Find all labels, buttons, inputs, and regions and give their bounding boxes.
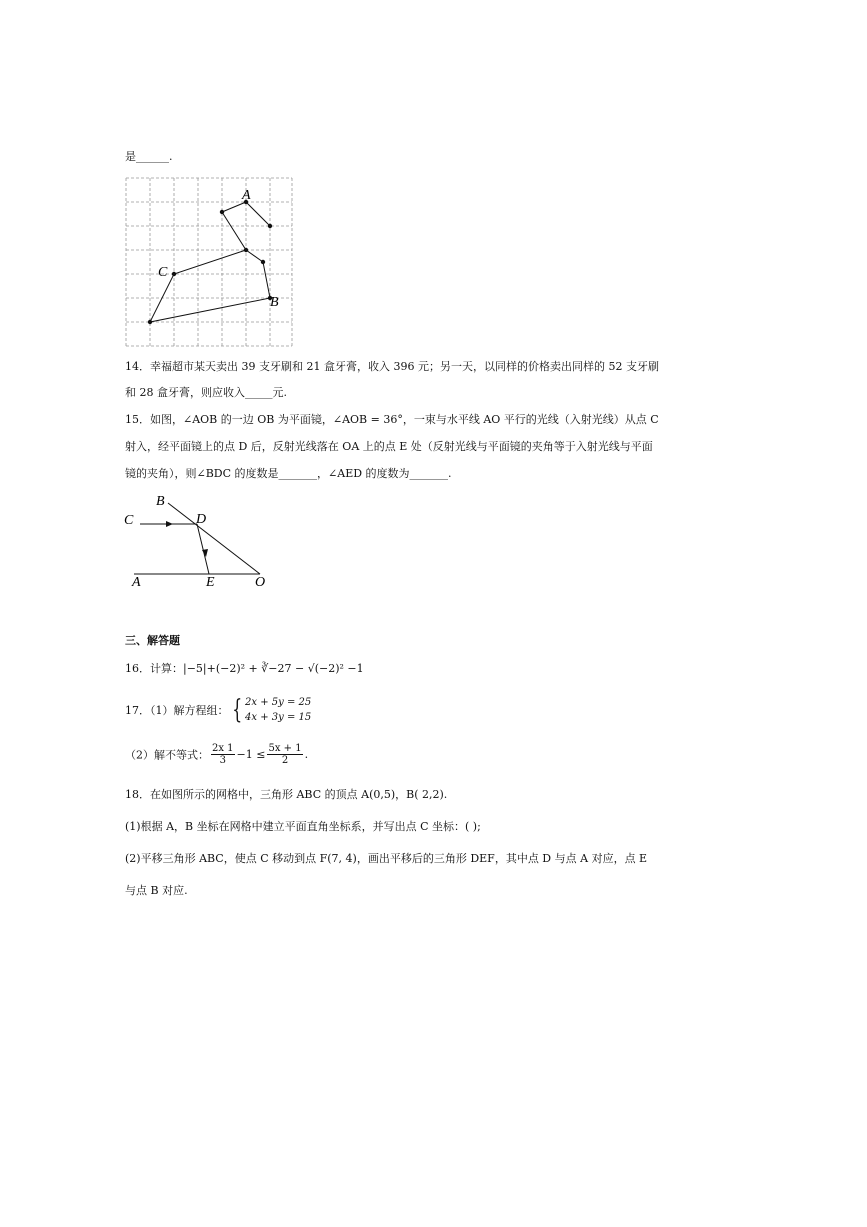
label-b: B <box>156 494 165 509</box>
question-16 <box>125 660 364 676</box>
question-16-prefix: 16．计算： <box>125 662 183 675</box>
vertex <box>244 248 248 252</box>
question-14-line1: 14．幸福超市某天卖出 39 支牙刷和 21 盒牙膏，收入 396 元；另一天，以同样的价格卖出同样的 52 支牙刷 <box>125 360 659 373</box>
question-18-line4: 与点 B 对应. <box>125 884 188 897</box>
reflected-ray <box>197 524 209 574</box>
label-c: C <box>158 265 168 280</box>
equation-1: 2x + 5y = 25 <box>245 697 312 708</box>
fraction-left-numerator: 2x 1 <box>212 743 234 754</box>
label-o: O <box>255 575 266 590</box>
question-17-part2-prefix: （2）解不等式： <box>125 748 209 762</box>
equation-system <box>245 695 311 725</box>
question-15-line2: 射入，经平面镜上的点 D 后，反射光线落在 OA 上的点 E 处（反射光线与平面镜的夹角等于入射光线与平面 <box>125 440 653 453</box>
polygon-path <box>150 202 270 322</box>
answer-blank-line: 是______. <box>125 150 173 163</box>
question-14-line2: 和 28 盒牙膏，则应收入_____元. <box>125 386 287 399</box>
inequality-middle: −1 ≤ <box>236 748 266 761</box>
question-17-part2 <box>125 743 308 766</box>
label-e: E <box>206 575 215 590</box>
question-15-line3: 镜的夹角），则∠BDC 的度数是_______，∠AED 的度数为_______. <box>125 467 452 480</box>
section-heading: 三、解答题 <box>125 634 180 647</box>
fraction-right-numerator: 5x + 1 <box>268 743 302 754</box>
grid-figure <box>120 175 300 350</box>
fraction-left <box>211 743 235 766</box>
inequality-end: . <box>304 748 309 761</box>
question-18-line3: (2)平移三角形 ABC，使点 C 移动到点 F(7, 4)，画出平移后的三角形 DEF，其中点 D 与点 A 对应，点 E <box>125 852 648 865</box>
question-15-line1: 15．如图，∠AOB 的一边 OB 为平面镜，∠AOB = 36°，一束与水平线 AO 平行的光线（入射光线）从点 C <box>125 413 659 426</box>
question-17-prefix: 17．（1）解方程组： <box>125 704 229 717</box>
vertex-c <box>172 272 176 276</box>
brace-symbol: { <box>231 695 242 725</box>
vertex <box>148 320 152 324</box>
segment-a <box>246 202 270 226</box>
vertex <box>268 224 272 228</box>
equation-2: 4x + 3y = 15 <box>245 712 312 723</box>
vertex <box>261 260 265 264</box>
fraction-right-denominator: 2 <box>281 755 289 766</box>
reflection-figure <box>120 490 280 595</box>
fraction-right <box>267 743 302 766</box>
line-ob <box>168 503 260 574</box>
question-18-line2: (1)根据 A，B 坐标在网格中建立平面直角坐标系，并写出点 C 坐标：( ); <box>125 820 481 833</box>
fraction-left-denominator: 3 <box>219 755 226 766</box>
label-b: B <box>270 295 279 310</box>
question-16-expr: |−5|+(−2)² + ∛−27 − √(−2)² −1 <box>183 662 364 675</box>
vertex <box>220 210 224 214</box>
arrow-incident <box>166 521 173 527</box>
label-a: A <box>132 575 141 590</box>
question-18-line1: 18．在如图所示的网格中，三角形 ABC 的顶点 A(0,5)，B( 2,2). <box>125 788 448 801</box>
question-17-part1 <box>125 695 311 725</box>
label-c: C <box>124 513 134 528</box>
label-d: D <box>196 512 207 527</box>
label-a: A <box>242 188 251 203</box>
